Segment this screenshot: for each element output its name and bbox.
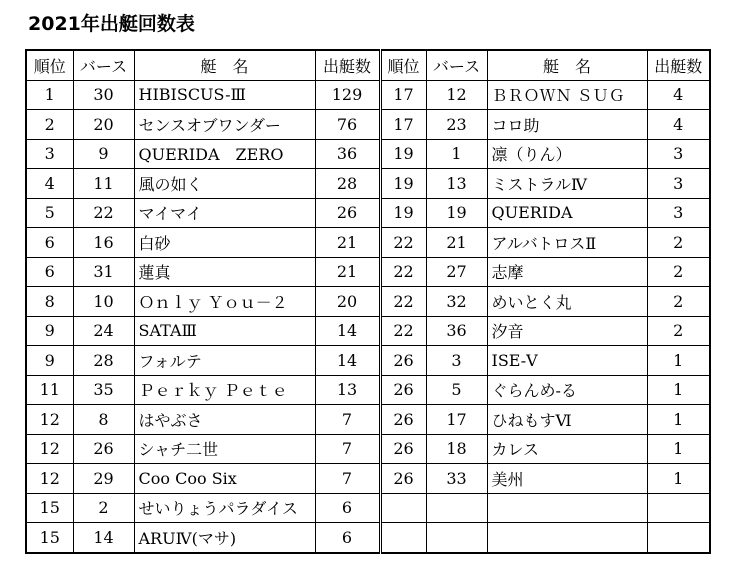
left-name-cell: 蓮真 <box>134 257 315 287</box>
right-name-cell: めいとく丸 <box>487 287 647 317</box>
right-count-cell: 4 <box>647 110 710 140</box>
table-row <box>26 110 710 140</box>
right-name-cell: QUERIDA <box>487 198 647 228</box>
right-rank-cell: 22 <box>380 257 426 287</box>
right-name-cell: ミストラルⅣ <box>487 169 647 199</box>
left-rank-cell: 12 <box>26 464 73 494</box>
left-name-cell: QUERIDA ZERO <box>134 139 315 169</box>
left-rank-cell: 9 <box>26 346 73 376</box>
left-count-cell: 14 <box>315 316 380 346</box>
left-berth-cell: 26 <box>73 434 134 464</box>
table-row <box>26 375 710 405</box>
table-row <box>26 228 710 258</box>
left-berth-cell: 9 <box>73 139 134 169</box>
header-boat-name: 艇 名 <box>134 50 315 80</box>
right-count-cell <box>647 523 710 553</box>
left-name-cell: マイマイ <box>134 198 315 228</box>
right-berth-cell: 5 <box>426 375 487 405</box>
right-berth-cell: 23 <box>426 110 487 140</box>
left-rank-cell: 1 <box>26 80 73 110</box>
left-rank-cell: 2 <box>26 110 73 140</box>
right-name-cell: コロ助 <box>487 110 647 140</box>
table-row <box>26 493 710 523</box>
right-berth-cell <box>426 523 487 553</box>
right-name-cell: 凛（りん） <box>487 139 647 169</box>
right-count-cell: 2 <box>647 228 710 258</box>
left-count-cell: 13 <box>315 375 380 405</box>
left-berth-cell: 28 <box>73 346 134 376</box>
left-rank-cell: 5 <box>26 198 73 228</box>
right-name-cell: ひねもすⅥ <box>487 405 647 435</box>
left-name-cell: Coo Coo Six <box>134 464 315 494</box>
left-name-cell: Ｐｅｒｋｙ Ｐｅｔｅ <box>134 375 315 405</box>
header-berth: バース <box>426 50 487 80</box>
left-count-cell: 6 <box>315 523 380 553</box>
right-berth-cell <box>426 493 487 523</box>
left-name-cell: フォルテ <box>134 346 315 376</box>
table-row <box>26 434 710 464</box>
right-rank-cell: 17 <box>380 80 426 110</box>
header-boat-name: 艇 名 <box>487 50 647 80</box>
left-berth-cell: 31 <box>73 257 134 287</box>
left-name-cell: 風の如く <box>134 169 315 199</box>
right-rank-cell: 26 <box>380 375 426 405</box>
left-rank-cell: 4 <box>26 169 73 199</box>
header-berth: バース <box>73 50 134 80</box>
left-rank-cell: 15 <box>26 493 73 523</box>
right-berth-cell: 19 <box>426 198 487 228</box>
left-berth-cell: 24 <box>73 316 134 346</box>
right-name-cell: ＢＲＯＷＮ ＳＵＧ <box>487 80 647 110</box>
left-name-cell: はやぶさ <box>134 405 315 435</box>
left-name-cell: ARUⅣ(マサ) <box>134 523 315 553</box>
left-count-cell: 21 <box>315 228 380 258</box>
left-berth-cell: 29 <box>73 464 134 494</box>
left-count-cell: 20 <box>315 287 380 317</box>
left-name-cell: 白砂 <box>134 228 315 258</box>
left-rank-cell: 3 <box>26 139 73 169</box>
right-berth-cell: 1 <box>426 139 487 169</box>
right-rank-cell: 19 <box>380 139 426 169</box>
table-row <box>26 346 710 376</box>
right-berth-cell: 17 <box>426 405 487 435</box>
left-berth-cell: 2 <box>73 493 134 523</box>
right-name-cell: 汐音 <box>487 316 647 346</box>
right-name-cell <box>487 523 647 553</box>
right-berth-cell: 32 <box>426 287 487 317</box>
table-row <box>26 257 710 287</box>
right-name-cell: アルバトロスⅡ <box>487 228 647 258</box>
right-count-cell <box>647 493 710 523</box>
right-count-cell: 3 <box>647 169 710 199</box>
right-berth-cell: 36 <box>426 316 487 346</box>
table-row <box>26 464 710 494</box>
header-rank: 順位 <box>26 50 73 80</box>
table-row <box>26 198 710 228</box>
right-name-cell: ぐらんめ-る <box>487 375 647 405</box>
right-name-cell: 美州 <box>487 464 647 494</box>
launch-count-table <box>25 49 711 554</box>
right-rank-cell: 19 <box>380 198 426 228</box>
right-berth-cell: 21 <box>426 228 487 258</box>
right-rank-cell <box>380 493 426 523</box>
right-count-cell: 4 <box>647 80 710 110</box>
left-count-cell: 7 <box>315 434 380 464</box>
right-rank-cell: 26 <box>380 434 426 464</box>
right-count-cell: 2 <box>647 287 710 317</box>
left-name-cell: センスオブワンダー <box>134 110 315 140</box>
left-berth-cell: 22 <box>73 198 134 228</box>
right-count-cell: 2 <box>647 316 710 346</box>
right-berth-cell: 33 <box>426 464 487 494</box>
right-count-cell: 3 <box>647 139 710 169</box>
table-row <box>26 405 710 435</box>
left-berth-cell: 14 <box>73 523 134 553</box>
left-rank-cell: 6 <box>26 257 73 287</box>
left-berth-cell: 30 <box>73 80 134 110</box>
left-count-cell: 76 <box>315 110 380 140</box>
left-berth-cell: 11 <box>73 169 134 199</box>
left-rank-cell: 12 <box>26 405 73 435</box>
left-count-cell: 28 <box>315 169 380 199</box>
right-rank-cell: 22 <box>380 316 426 346</box>
left-count-cell: 21 <box>315 257 380 287</box>
right-rank-cell <box>380 523 426 553</box>
header-row <box>26 50 710 80</box>
right-rank-cell: 26 <box>380 346 426 376</box>
right-rank-cell: 22 <box>380 287 426 317</box>
left-count-cell: 129 <box>315 80 380 110</box>
table-row <box>26 139 710 169</box>
left-name-cell: SATAⅢ <box>134 316 315 346</box>
right-berth-cell: 13 <box>426 169 487 199</box>
table-row <box>26 80 710 110</box>
right-name-cell: カレス <box>487 434 647 464</box>
right-rank-cell: 22 <box>380 228 426 258</box>
header-count: 出艇数 <box>647 50 710 80</box>
right-count-cell: 1 <box>647 346 710 376</box>
right-berth-cell: 18 <box>426 434 487 464</box>
right-rank-cell: 26 <box>380 464 426 494</box>
table-row <box>26 287 710 317</box>
left-berth-cell: 16 <box>73 228 134 258</box>
right-count-cell: 2 <box>647 257 710 287</box>
right-rank-cell: 17 <box>380 110 426 140</box>
header-count: 出艇数 <box>315 50 380 80</box>
left-rank-cell: 15 <box>26 523 73 553</box>
left-berth-cell: 20 <box>73 110 134 140</box>
left-berth-cell: 10 <box>73 287 134 317</box>
right-berth-cell: 27 <box>426 257 487 287</box>
left-berth-cell: 8 <box>73 405 134 435</box>
table-row <box>26 169 710 199</box>
right-count-cell: 1 <box>647 405 710 435</box>
left-berth-cell: 35 <box>73 375 134 405</box>
left-name-cell: シャチ二世 <box>134 434 315 464</box>
left-name-cell: Ｏｎｌｙ Ｙｏｕ－２ <box>134 287 315 317</box>
right-name-cell: 志摩 <box>487 257 647 287</box>
right-count-cell: 1 <box>647 375 710 405</box>
left-count-cell: 7 <box>315 464 380 494</box>
table-row <box>26 523 710 553</box>
left-rank-cell: 12 <box>26 434 73 464</box>
left-count-cell: 14 <box>315 346 380 376</box>
right-count-cell: 1 <box>647 434 710 464</box>
right-rank-cell: 19 <box>380 169 426 199</box>
header-rank: 順位 <box>380 50 426 80</box>
left-name-cell: HIBISCUS-Ⅲ <box>134 80 315 110</box>
left-count-cell: 7 <box>315 405 380 435</box>
left-count-cell: 26 <box>315 198 380 228</box>
left-name-cell: せいりょうパラダイス <box>134 493 315 523</box>
left-rank-cell: 11 <box>26 375 73 405</box>
right-berth-cell: 12 <box>426 80 487 110</box>
right-name-cell: ISE-Ⅴ <box>487 346 647 376</box>
right-count-cell: 1 <box>647 464 710 494</box>
right-berth-cell: 3 <box>426 346 487 376</box>
right-rank-cell: 26 <box>380 405 426 435</box>
left-rank-cell: 9 <box>26 316 73 346</box>
left-rank-cell: 8 <box>26 287 73 317</box>
table-row <box>26 316 710 346</box>
page-title: 2021年出艇回数表 <box>28 13 195 35</box>
right-count-cell: 3 <box>647 198 710 228</box>
left-rank-cell: 6 <box>26 228 73 258</box>
left-count-cell: 36 <box>315 139 380 169</box>
left-count-cell: 6 <box>315 493 380 523</box>
right-name-cell <box>487 493 647 523</box>
